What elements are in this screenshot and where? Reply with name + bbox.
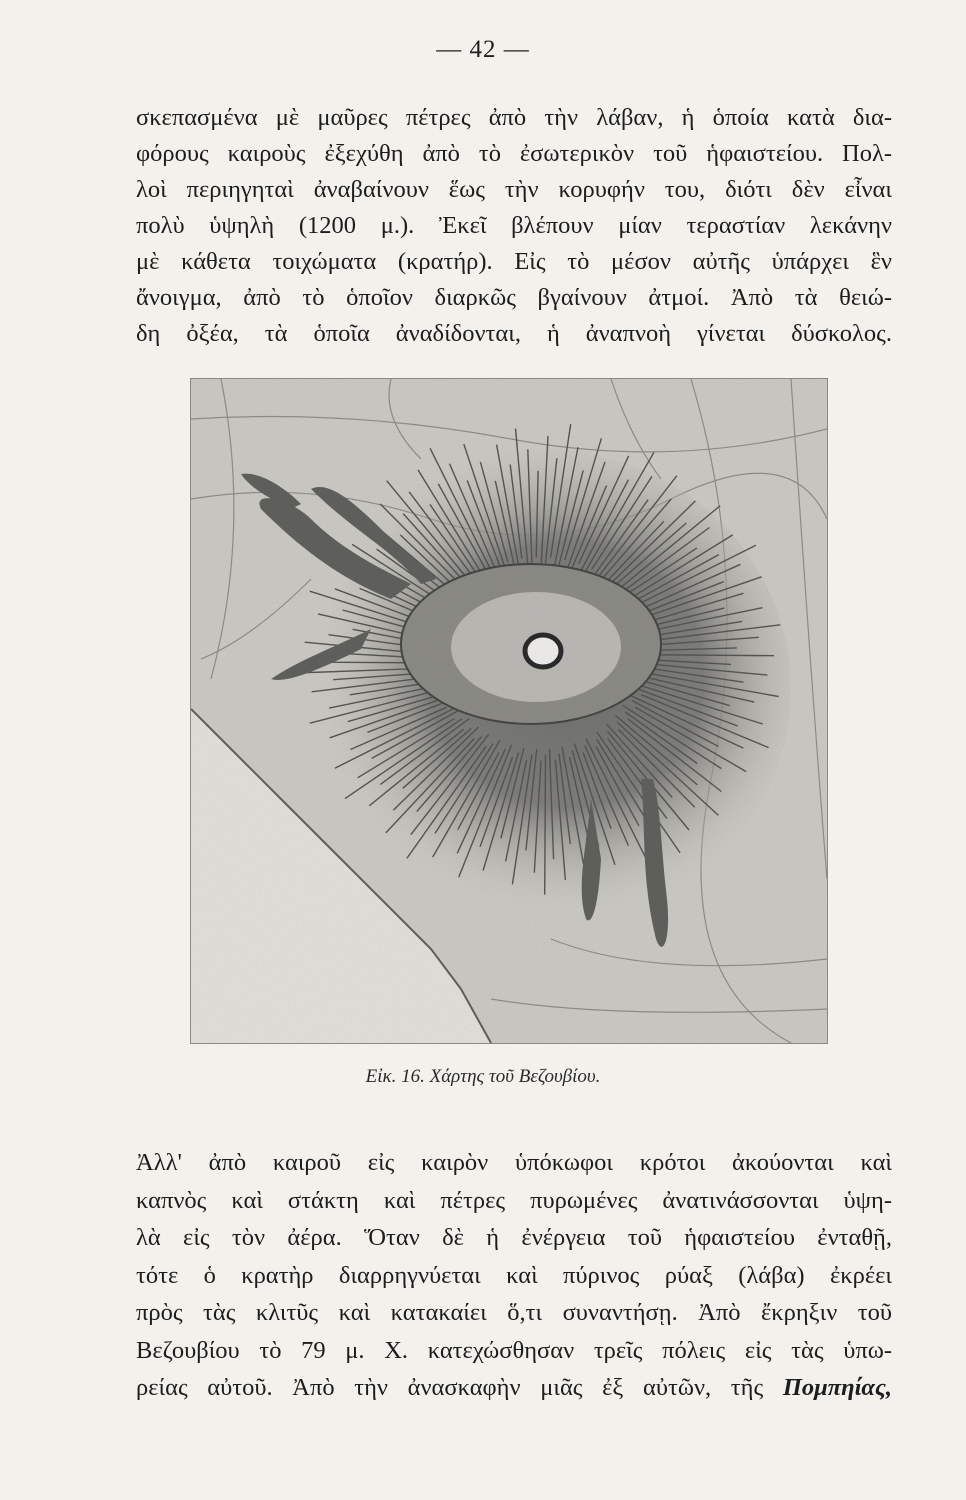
- text-line: μὲ κάθετα τοιχώματα (κρατήρ). Εἰς τὸ μέσον αὐτῆς ὑπάρχει ἓν: [136, 248, 892, 275]
- text-line: λὰ εἰς τὸν ἀέρα. Ὅταν δὲ ἡ ἐνέργεια τοῦ ἡφαιστείου ἐνταθῇ,: [136, 1224, 892, 1251]
- pompeii-emphasis: Πομπηίας,: [782, 1374, 892, 1401]
- paragraph-1: [136, 100, 892, 352]
- figure-caption: Εἰκ. 16. Χάρτης τοῦ Βεζουβίου.: [365, 1066, 601, 1087]
- vesuvius-map-figure: [190, 378, 828, 1044]
- text-line: Ἀλλ' ἀπὸ καιροῦ εἰς καιρὸν ὑπόκωφοι κρότοι ἀκούονται καὶ: [136, 1149, 892, 1176]
- text-line: καπνὸς καὶ στάκτη καὶ πέτρες πυρωμένες ἀνατινάσσονται ὑψη-: [136, 1186, 892, 1214]
- vesuvius-map-image: [191, 379, 827, 1043]
- text-line: δη ὀξέα, τὰ ὁποῖα ἀναδίδονται, ἡ ἀναπνοὴ γίνεται δύσκολος.: [136, 320, 892, 347]
- text-line: πρὸς τὰς κλιτῦς καὶ κατακαίει ὅ,τι συναντήσῃ. Ἀπὸ ἔκρηξιν τοῦ: [136, 1299, 892, 1326]
- text-line-last: [136, 1369, 892, 1407]
- text-line: πολὺ ὑψηλὴ (1200 μ.). Ἐκεῖ βλέπουν μίαν τεραστίαν λεκάνην: [136, 212, 892, 239]
- text-line: τότε ὁ κρατὴρ διαρρηγνύεται καὶ πύρινος ρύαξ (λάβα) ἐκρέει: [136, 1261, 892, 1289]
- text-line: ἄνοιγμα, ἀπὸ τὸ ὁποῖον διαρκῶς βγαίνουν ἀτμοί. Ἀπὸ τὰ θειώ-: [136, 284, 892, 311]
- text-line: σκεπασμένα μὲ μαῦρες πέτρες ἀπὸ τὴν λάβαν, ἡ ὁποία κατὰ δια-: [136, 104, 892, 131]
- text-line-prefix: ρείας αὐτοῦ. Ἀπὸ τὴν ἀνασκαφὴν μιᾶς ἐξ αὐτῶν, τῆς: [136, 1374, 783, 1401]
- text-line: Βεζουβίου τὸ 79 μ. Χ. κατεχώσθησαν τρεῖς πόλεις εἰς τὰς ὑπω-: [136, 1336, 892, 1364]
- text-line: φόρους καιροὺς ἐξεχύθη ἀπὸ τὸ ἐσωτερικὸν τοῦ ἡφαιστείου. Πολ-: [136, 140, 892, 167]
- text-line: λοὶ περιηγηταὶ ἀναβαίνουν ἕως τὴν κορυφήν του, διότι δὲν εἶναι: [136, 176, 892, 203]
- paragraph-2: [136, 1144, 892, 1407]
- page-number: — 42 —: [436, 36, 530, 63]
